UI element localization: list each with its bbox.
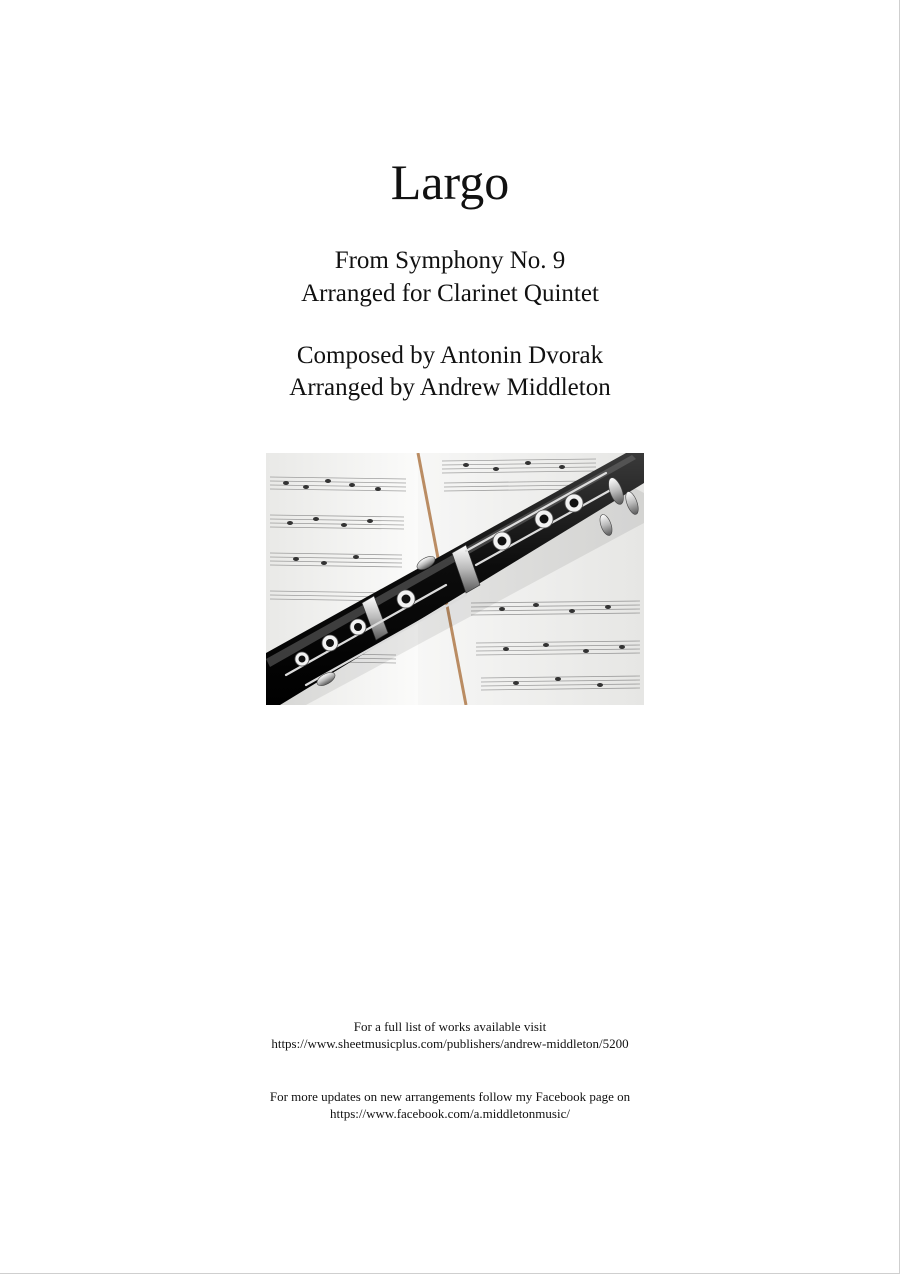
- subtitle-source: From Symphony No. 9: [334, 247, 566, 274]
- arranger-credit: Arranged by Andrew Middleton: [289, 374, 611, 401]
- facebook-link[interactable]: https://www.facebook.com/a.middletonmusic/: [330, 1106, 570, 1121]
- facebook-intro: For more updates on new arrangements follow my Facebook page on: [269, 1089, 631, 1104]
- works-list-intro: For a full list of works available visit: [353, 1019, 547, 1034]
- works-list-link[interactable]: https://www.sheetmusicplus.com/publishers/andrew-middleton/5200: [271, 1036, 629, 1051]
- piece-title: Largo: [390, 154, 510, 210]
- clarinet-photo: [266, 453, 644, 705]
- clarinet-on-sheet-music-icon: [266, 453, 644, 705]
- composer-credit: Composed by Antonin Dvorak: [296, 342, 604, 369]
- subtitle-instrumentation: Arranged for Clarinet Quintet: [301, 280, 599, 307]
